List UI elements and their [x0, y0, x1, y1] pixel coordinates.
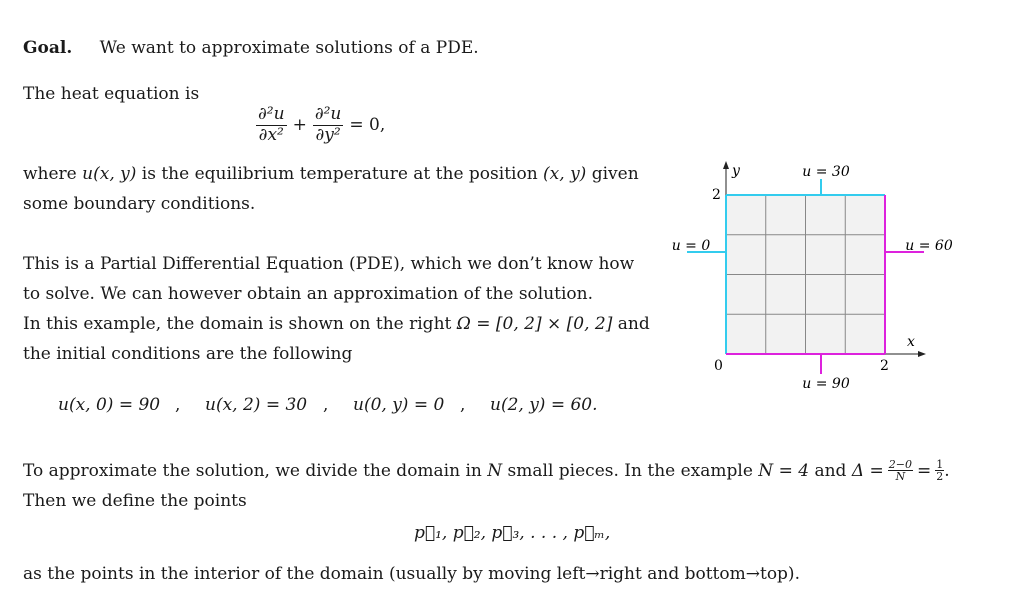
math-u-xy: u(x, y)	[82, 164, 137, 184]
approx-line1	[23, 459, 950, 482]
heat-description-line2: some boundary conditions.	[23, 194, 256, 214]
fraction-denominator: ∂y²	[315, 124, 341, 145]
goal-line	[23, 38, 479, 58]
x-axis-arrow-icon	[918, 351, 926, 357]
fraction-numerator: 2−0	[888, 458, 912, 471]
fraction-numerator: 1	[936, 458, 944, 471]
math-n-equals-4: N = 4	[758, 460, 810, 481]
math-domain: Ω = [0, 2] × [0, 2]	[456, 314, 613, 334]
y-axis-arrow-icon	[723, 161, 729, 169]
fraction-d2u-dy2	[313, 106, 344, 145]
fraction-d2u-dx2	[256, 106, 287, 145]
pde-line4: the initial conditions are the following	[23, 344, 353, 364]
text-fragment: In this example, the domain is shown on the right	[23, 314, 457, 334]
points-list: p⃗₁, p⃗₂, p⃗₃, . . . , p⃗ₘ,	[414, 523, 611, 543]
condition-right: u(2, y) = 60.	[490, 395, 598, 415]
text-fragment: and	[809, 460, 852, 481]
pde-line3	[23, 314, 650, 334]
math-n: N	[487, 460, 503, 481]
text-fragment: given	[586, 164, 639, 184]
domain-diagram	[660, 155, 970, 395]
pde-line2: to solve. We can however obtain an approximation of the solution.	[23, 284, 594, 304]
equation-rhs: = 0,	[349, 115, 386, 136]
heat-equation	[256, 106, 385, 145]
separator-comma: ,	[323, 395, 329, 415]
origin-label: 0	[714, 358, 723, 374]
plus-sign: +	[292, 115, 307, 136]
pde-line1: This is a Partial Differential Equation (PDE), which we don’t know how	[23, 254, 635, 274]
fraction-denominator: 2	[936, 470, 944, 483]
math-delta: Δ =	[851, 460, 884, 481]
label-bottom: u = 90	[802, 376, 850, 392]
fraction-numerator: ∂²u	[258, 104, 285, 124]
text-fragment: small pieces. In the example	[502, 460, 759, 481]
period: .	[944, 460, 950, 481]
condition-top: u(x, 2) = 30	[205, 395, 308, 415]
fraction-delta	[888, 459, 913, 482]
y-axis-label: y	[732, 163, 740, 179]
heat-intro: The heat equation is	[23, 84, 200, 104]
fraction-numerator: ∂²u	[314, 104, 342, 124]
separator-comma: ,	[175, 395, 181, 415]
label-right: u = 60	[905, 238, 953, 254]
x-tick-label: 2	[880, 358, 889, 374]
text-fragment: To approximate the solution, we divide the domain in	[23, 460, 488, 481]
math-xy: (x, y)	[543, 164, 587, 184]
text-fragment: and	[612, 314, 650, 334]
approx-line3: as the points in the interior of the domain (usually by moving left→right and bottom→top).	[23, 564, 800, 584]
goal-text: We want to approximate solutions of a PDE.	[99, 38, 479, 58]
label-left: u = 0	[671, 238, 711, 254]
y-tick-label: 2	[712, 187, 721, 203]
x-axis-label: x	[907, 334, 915, 350]
fraction-one-half	[935, 459, 944, 482]
approx-line2: Then we define the points	[23, 491, 247, 511]
condition-left: u(0, y) = 0	[353, 395, 445, 415]
text-fragment: where	[23, 164, 83, 184]
equals-sign: =	[916, 460, 932, 481]
fraction-denominator: ∂x²	[258, 124, 284, 145]
separator-comma: ,	[460, 395, 466, 415]
label-top: u = 30	[802, 164, 850, 180]
text-fragment: is the equilibrium temperature at the position	[136, 164, 544, 184]
fraction-denominator: N	[895, 470, 906, 483]
condition-bottom: u(x, 0) = 90	[58, 395, 161, 415]
goal-label: Goal.	[23, 38, 73, 58]
heat-description-line1	[23, 164, 639, 184]
